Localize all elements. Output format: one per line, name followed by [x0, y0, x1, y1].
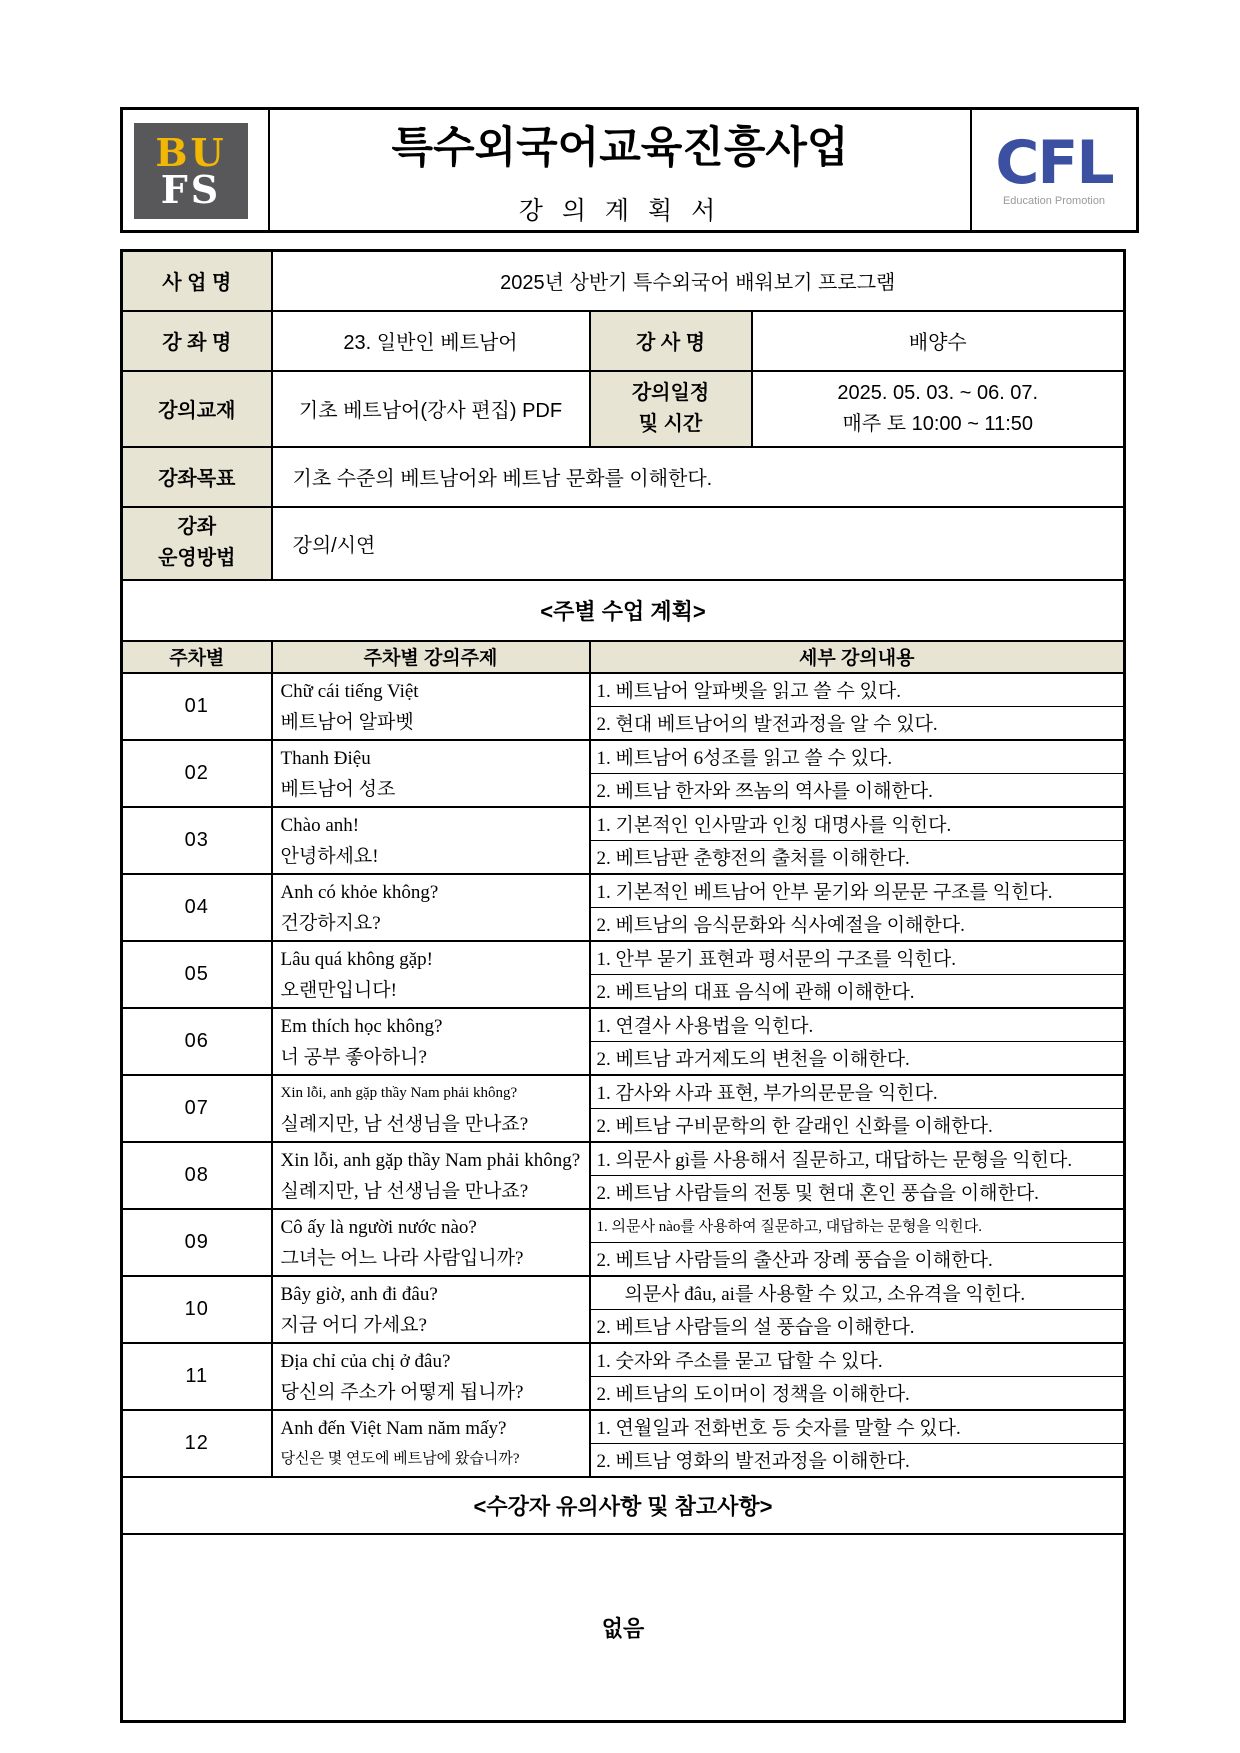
- syllabus-table: [120, 249, 1126, 1723]
- page-title: 특수외국어교육진흥사업: [391, 123, 849, 172]
- instructor-label: 강 사 명: [590, 311, 752, 371]
- week-number: 04: [122, 874, 272, 941]
- week-topic-korean: 당신은 몇 연도에 베트남에 왔습니까?: [280, 1451, 520, 1467]
- method-label: [122, 507, 272, 580]
- week-topic-korean: 지금 어디 가세요?: [280, 1315, 427, 1336]
- week-detail-1: 1. 의문사 gì를 사용해서 질문하고, 대답하는 문형을 익힌다.: [590, 1142, 1125, 1176]
- week-detail-1: 1. 베트남어 6성조를 읽고 쓸 수 있다.: [590, 740, 1125, 774]
- week-topic-korean: 당신의 주소가 어떻게 됩니까?: [280, 1382, 524, 1403]
- week-number: 02: [122, 740, 272, 807]
- week-topic-vietnamese: Chữ cái tiếng Việt: [280, 680, 419, 702]
- week-row: [122, 1008, 1125, 1042]
- week-topic-vietnamese: Em thích học không?: [280, 1015, 443, 1037]
- notes-content: 없음: [122, 1534, 1125, 1722]
- week-detail-2: 2. 베트남 구비문학의 한 갈래인 신화를 이해한다.: [590, 1108, 1125, 1142]
- col-header-detail: 세부 강의내용: [590, 641, 1125, 673]
- course-name-label: 강 좌 명: [122, 311, 272, 371]
- week-detail-2: 2. 베트남 사람들의 설 풍습을 이해한다.: [590, 1309, 1125, 1343]
- business-name-value: 2025년 상반기 특수외국어 배워보기 프로그램: [272, 251, 1125, 311]
- week-detail-1: 1. 감사와 사과 표현, 부가의문문을 익힌다.: [590, 1075, 1125, 1109]
- week-row: [122, 874, 1125, 908]
- week-row: [122, 740, 1125, 774]
- title-cell: [269, 109, 971, 232]
- schedule-value: [752, 371, 1125, 447]
- week-detail-1: 1. 의문사 nào를 사용하여 질문하고, 대답하는 문형을 익힌다.: [590, 1209, 1125, 1243]
- week-detail-2: 2. 현대 베트남어의 발전과정을 알 수 있다.: [590, 706, 1125, 740]
- week-detail-1: 1. 기본적인 인사말과 인칭 대명사를 익힌다.: [590, 807, 1125, 841]
- col-header-week: 주차별: [122, 641, 272, 673]
- week-topic-vietnamese: Thanh Điệu: [280, 747, 371, 769]
- week-detail-2: 2. 베트남의 대표 음식에 관해 이해한다.: [590, 974, 1125, 1008]
- week-detail-1: 1. 연결사 사용법을 익힌다.: [590, 1008, 1125, 1042]
- course-name-value: 23. 일반인 베트남어: [272, 311, 590, 371]
- week-detail-2: 2. 베트남 사람들의 출산과 장례 풍습을 이해한다.: [590, 1242, 1125, 1276]
- week-topic: [272, 1008, 590, 1075]
- cfl-logo: CFL: [995, 128, 1113, 198]
- week-topic: [272, 941, 590, 1008]
- weekly-plan-banner: <주별 수업 계획>: [122, 580, 1125, 641]
- week-number: 12: [122, 1410, 272, 1477]
- week-topic-vietnamese: Lâu quá không gặp!: [280, 948, 433, 970]
- instructor-value: 배양수: [752, 311, 1125, 371]
- week-topic: [272, 740, 590, 807]
- week-topic-korean: 그녀는 어느 나라 사람입니까?: [280, 1248, 524, 1269]
- schedule-value-line2: 매주 토 10:00 ~ 11:50: [842, 412, 1033, 435]
- week-number: 11: [122, 1343, 272, 1410]
- week-detail-1: 1. 기본적인 베트남어 안부 묻기와 의문문 구조를 익힌다.: [590, 874, 1125, 908]
- week-number: 08: [122, 1142, 272, 1209]
- bufs-logo-text-bottom: FS: [160, 167, 222, 212]
- notes-banner: <수강자 유의사항 및 참고사항>: [122, 1477, 1125, 1534]
- week-number: 05: [122, 941, 272, 1008]
- week-topic-korean: 너 공부 좋아하니?: [280, 1047, 427, 1068]
- week-row: [122, 673, 1125, 707]
- week-topic: [272, 1276, 590, 1343]
- week-row: [122, 807, 1125, 841]
- week-topic-vietnamese: Cô ấy là người nước nào?: [280, 1216, 477, 1238]
- week-detail-2: 2. 베트남의 도이머이 정책을 이해한다.: [590, 1376, 1125, 1410]
- goal-value: 기초 수준의 베트남어와 베트남 문화를 이해한다.: [272, 447, 1125, 507]
- week-topic-korean: 건강하지요?: [280, 913, 381, 934]
- schedule-value-line1: 2025. 05. 03. ~ 06. 07.: [837, 381, 1039, 404]
- week-detail-2: 2. 베트남 영화의 발전과정을 이해한다.: [590, 1443, 1125, 1477]
- bufs-logo-text-top: BU: [155, 129, 227, 175]
- page-subtitle: 강 의 계 획 서: [518, 196, 722, 225]
- schedule-label-line1: 강의일정: [631, 381, 710, 404]
- week-number: 03: [122, 807, 272, 874]
- week-detail-1: 의문사 đâu, ai를 사용할 수 있고, 소유격을 익힌다.: [590, 1276, 1125, 1310]
- bufs-logo: [134, 123, 248, 219]
- header-table: [120, 107, 1139, 233]
- week-row: [122, 1410, 1125, 1444]
- method-label-line2: 운영방법: [158, 547, 236, 569]
- week-topic: [272, 673, 590, 740]
- week-topic-vietnamese: Bây giờ, anh đi đâu?: [280, 1283, 438, 1305]
- week-topic-vietnamese: Địa chỉ của chị ở đâu?: [280, 1350, 451, 1372]
- week-topic: [272, 874, 590, 941]
- week-detail-2: 2. 베트남의 음식문화와 식사예절을 이해한다.: [590, 907, 1125, 941]
- week-topic: [272, 1410, 590, 1477]
- week-row: [122, 1276, 1125, 1310]
- week-topic-vietnamese: Chào anh!: [280, 814, 360, 836]
- week-detail-1: 1. 안부 묻기 표현과 평서문의 구조를 익힌다.: [590, 941, 1125, 975]
- week-topic-vietnamese: Anh có khỏe không?: [280, 881, 439, 903]
- schedule-label: [590, 371, 752, 447]
- document-sheet: [120, 107, 1123, 1723]
- week-topic-korean: 실례지만, 남 선생님을 만나죠?: [280, 1181, 529, 1202]
- schedule-label-line2: 및 시간: [638, 412, 703, 435]
- method-label-line1: 강좌: [177, 516, 217, 538]
- week-number: 06: [122, 1008, 272, 1075]
- week-topic-korean: 베트남어 알파벳: [280, 712, 414, 733]
- week-number: 07: [122, 1075, 272, 1142]
- business-name-label: 사 업 명: [122, 251, 272, 311]
- bufs-logo-cell: [122, 109, 270, 232]
- week-topic: [272, 1343, 590, 1410]
- week-row: [122, 1343, 1125, 1377]
- week-number: 01: [122, 673, 272, 740]
- cfl-logo-cell: [971, 109, 1138, 232]
- week-detail-1: 1. 베트남어 알파벳을 읽고 쓸 수 있다.: [590, 673, 1125, 707]
- week-topic: [272, 1142, 590, 1209]
- week-topic: [272, 807, 590, 874]
- week-topic: [272, 1075, 590, 1142]
- week-detail-2: 2. 베트남 과거제도의 변천을 이해한다.: [590, 1041, 1125, 1075]
- week-topic-korean: 오랜만입니다!: [280, 980, 397, 1001]
- week-topic-korean: 실례지만, 남 선생님을 만나죠?: [280, 1114, 529, 1135]
- week-number: 10: [122, 1276, 272, 1343]
- cfl-logo-caption: Education Promotion: [1002, 195, 1106, 207]
- textbook-value: 기초 베트남어(강사 편집) PDF: [272, 371, 590, 447]
- week-topic-vietnamese: Xin lỗi, anh gặp thầy Nam phải không?: [280, 1149, 581, 1171]
- col-header-topic: 주차별 강의주제: [272, 641, 590, 673]
- week-topic-korean: 베트남어 성조: [280, 779, 396, 800]
- week-topic-vietnamese: Xin lỗi, anh gặp thầy Nam phải không?: [280, 1085, 518, 1101]
- textbook-label: 강의교재: [122, 371, 272, 447]
- week-number: 09: [122, 1209, 272, 1276]
- week-row: [122, 1075, 1125, 1109]
- week-topic-vietnamese: Anh đến Việt Nam năm mấy?: [280, 1417, 507, 1439]
- week-row: [122, 1142, 1125, 1176]
- week-detail-2: 2. 베트남판 춘향전의 출처를 이해한다.: [590, 840, 1125, 874]
- week-detail-1: 1. 연월일과 전화번호 등 숫자를 말할 수 있다.: [590, 1410, 1125, 1444]
- goal-label: 강좌목표: [122, 447, 272, 507]
- week-topic: [272, 1209, 590, 1276]
- method-value: 강의/시연: [272, 507, 1125, 580]
- week-row: [122, 941, 1125, 975]
- week-detail-2: 2. 베트남 사람들의 전통 및 현대 혼인 풍습을 이해한다.: [590, 1175, 1125, 1209]
- week-detail-2: 2. 베트남 한자와 쯔놈의 역사를 이해한다.: [590, 773, 1125, 807]
- week-topic-korean: 안녕하세요!: [280, 846, 379, 867]
- week-detail-1: 1. 숫자와 주소를 묻고 답할 수 있다.: [590, 1343, 1125, 1377]
- week-row: [122, 1209, 1125, 1243]
